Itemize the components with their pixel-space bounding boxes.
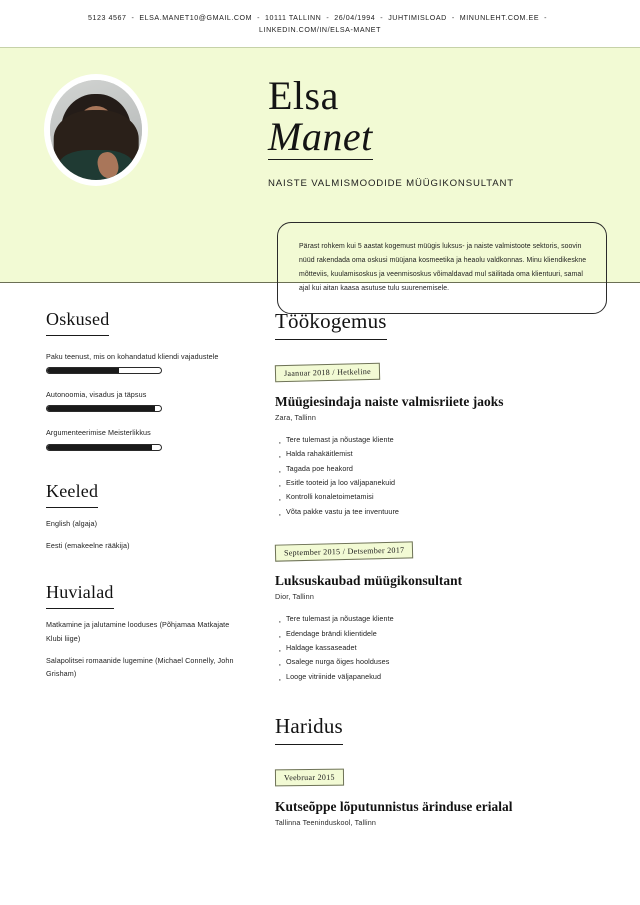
languages-section: [46, 481, 234, 553]
skill-label: Autonoomia, visadus ja täpsus: [46, 390, 147, 400]
job-bullet: · Tagada poe heakord: [286, 462, 596, 476]
contact-separator: -: [544, 14, 548, 22]
experience-entry: [275, 362, 596, 519]
profile-photo: [50, 80, 142, 180]
education-list: [275, 767, 596, 827]
profile-summary-box: [277, 222, 607, 314]
sidebar-column: [0, 309, 252, 827]
contact-item[interactable]: 26/04/1994: [334, 14, 376, 22]
skill-bar-fill: [47, 406, 155, 411]
language-item: English (algaja): [46, 518, 98, 528]
skill-item: [46, 388, 234, 412]
photo-body: [59, 150, 133, 180]
education-title: Haridus: [275, 714, 343, 745]
experience-list: [275, 362, 596, 684]
job-bullet: · Kontrolli konaletoimetamisi: [286, 490, 596, 504]
skill-bar: [46, 405, 162, 412]
job-bullet: · Haldage kassaseadet: [286, 641, 596, 655]
job-bullet: · Tere tulemast ja nõustage kliente: [286, 612, 596, 626]
skill-bar-fill: [47, 445, 152, 450]
date-badge: Veebruar 2015: [275, 769, 344, 787]
experience-title: Töökogemus: [275, 309, 387, 340]
job-bullet-list: [275, 612, 596, 684]
education-degree: Kutseõppe lõputunnistus ärinduse erialal: [275, 799, 513, 815]
skill-item: [46, 426, 234, 450]
skills-title: Oskused: [46, 309, 109, 336]
hobbies-list: [46, 618, 234, 680]
contact-separator: -: [326, 14, 330, 22]
contact-item[interactable]: ELSA.MANET10@GMAIL.COM: [139, 14, 253, 22]
job-bullet: · Looge vitriinide väljapanekud: [286, 670, 596, 684]
contact-separator: -: [131, 14, 135, 22]
languages-list: [46, 517, 234, 553]
job-organisation: Dior, Tallinn: [275, 592, 314, 602]
name-block: [268, 48, 640, 189]
contact-separator: -: [380, 14, 384, 22]
content-columns: [0, 283, 640, 827]
skills-list: [46, 350, 234, 451]
last-name: Manet: [268, 114, 373, 159]
skills-section: [46, 309, 234, 451]
education-entry: [275, 767, 596, 827]
contact-item[interactable]: JUHTIMISLOAD: [388, 14, 447, 22]
hobbies-title: Huvialad: [46, 582, 114, 609]
job-bullet: · Võta pakke vastu ja tee inventuure: [286, 505, 596, 519]
job-title: NAISTE VALMISMOODIDE MÜÜGIKONSULTANT: [268, 178, 514, 190]
education-section: [275, 714, 596, 827]
main-column: [252, 309, 640, 827]
job-bullet: · Edendage brändi klientidele: [286, 627, 596, 641]
skill-label: Paku teenust, mis on kohandatud kliendi vajadustele: [46, 351, 219, 361]
job-bullet: · Tere tulemast ja nõustage kliente: [286, 433, 596, 447]
job-bullet-list: [275, 433, 596, 519]
profile-summary-text: Pärast rohkem kui 5 aastat kogemust müügis luksus- ja naiste valmistoote sektoris, soovin nüüd rakendada oma oskusi müüjana kosmeetika ja heaolu valdkonnas. Minu kliendikeskne mõtteviis, kuulamisoskus ja veenmisoskus võimaldavad mul säilitada oma klientuuri, samal ajal kui aitan kaasa asutuse tulu suurenemisele.: [299, 243, 587, 293]
contact-separator: -: [451, 14, 455, 22]
contact-item[interactable]: LINKEDIN.COM/IN/ELSA-MANET: [259, 26, 381, 35]
experience-entry: [275, 541, 596, 684]
job-bullet: · Esitle tooteid ja loo väljapanekuid: [286, 476, 596, 490]
contact-item[interactable]: MINUNLEHT.COM.EE: [459, 14, 540, 22]
languages-title: Keeled: [46, 481, 98, 508]
job-role: Luksuskaubad müügikonsultant: [275, 573, 463, 589]
date-badge: Jaanuar 2018 / Hetkeline: [275, 363, 380, 383]
skill-label: Argumenteerimise Meisterlikkus: [46, 428, 151, 438]
job-role: Müügiesindaja naiste valmisriiete jaoks: [275, 393, 504, 409]
skill-bar-fill: [47, 368, 119, 373]
first-name: Elsa: [268, 72, 339, 118]
experience-section: [275, 309, 596, 684]
contact-separator: -: [257, 14, 261, 22]
skill-bar: [46, 444, 162, 451]
hobbies-section: [46, 582, 234, 680]
contact-item[interactable]: 10111 TALLINN: [265, 14, 322, 22]
skill-bar: [46, 367, 162, 374]
education-school: Tallinna Teeninduskool, Tallinn: [275, 818, 377, 828]
job-bullet: · Halda rahakäitlemist: [286, 447, 596, 461]
date-badge: September 2015 / Detsember 2017: [275, 542, 414, 562]
job-organisation: Zara, Tallinn: [275, 412, 316, 422]
hobby-item: Matkamine ja jalutamine looduses (Põhjamaa Matkajate Klubi liige): [46, 620, 230, 643]
skill-item: [46, 350, 234, 374]
avatar: [44, 74, 148, 186]
contact-item[interactable]: 5123 4567: [87, 14, 127, 22]
job-bullet: · Osalege nurga õiges hoolduses: [286, 655, 596, 669]
contact-bar: [0, 0, 640, 47]
language-item: Eesti (emakeelne rääkija): [46, 541, 130, 551]
hobby-item: Salapolitsei romaanide lugemine (Michael Connelly, John Grisham): [46, 656, 234, 679]
